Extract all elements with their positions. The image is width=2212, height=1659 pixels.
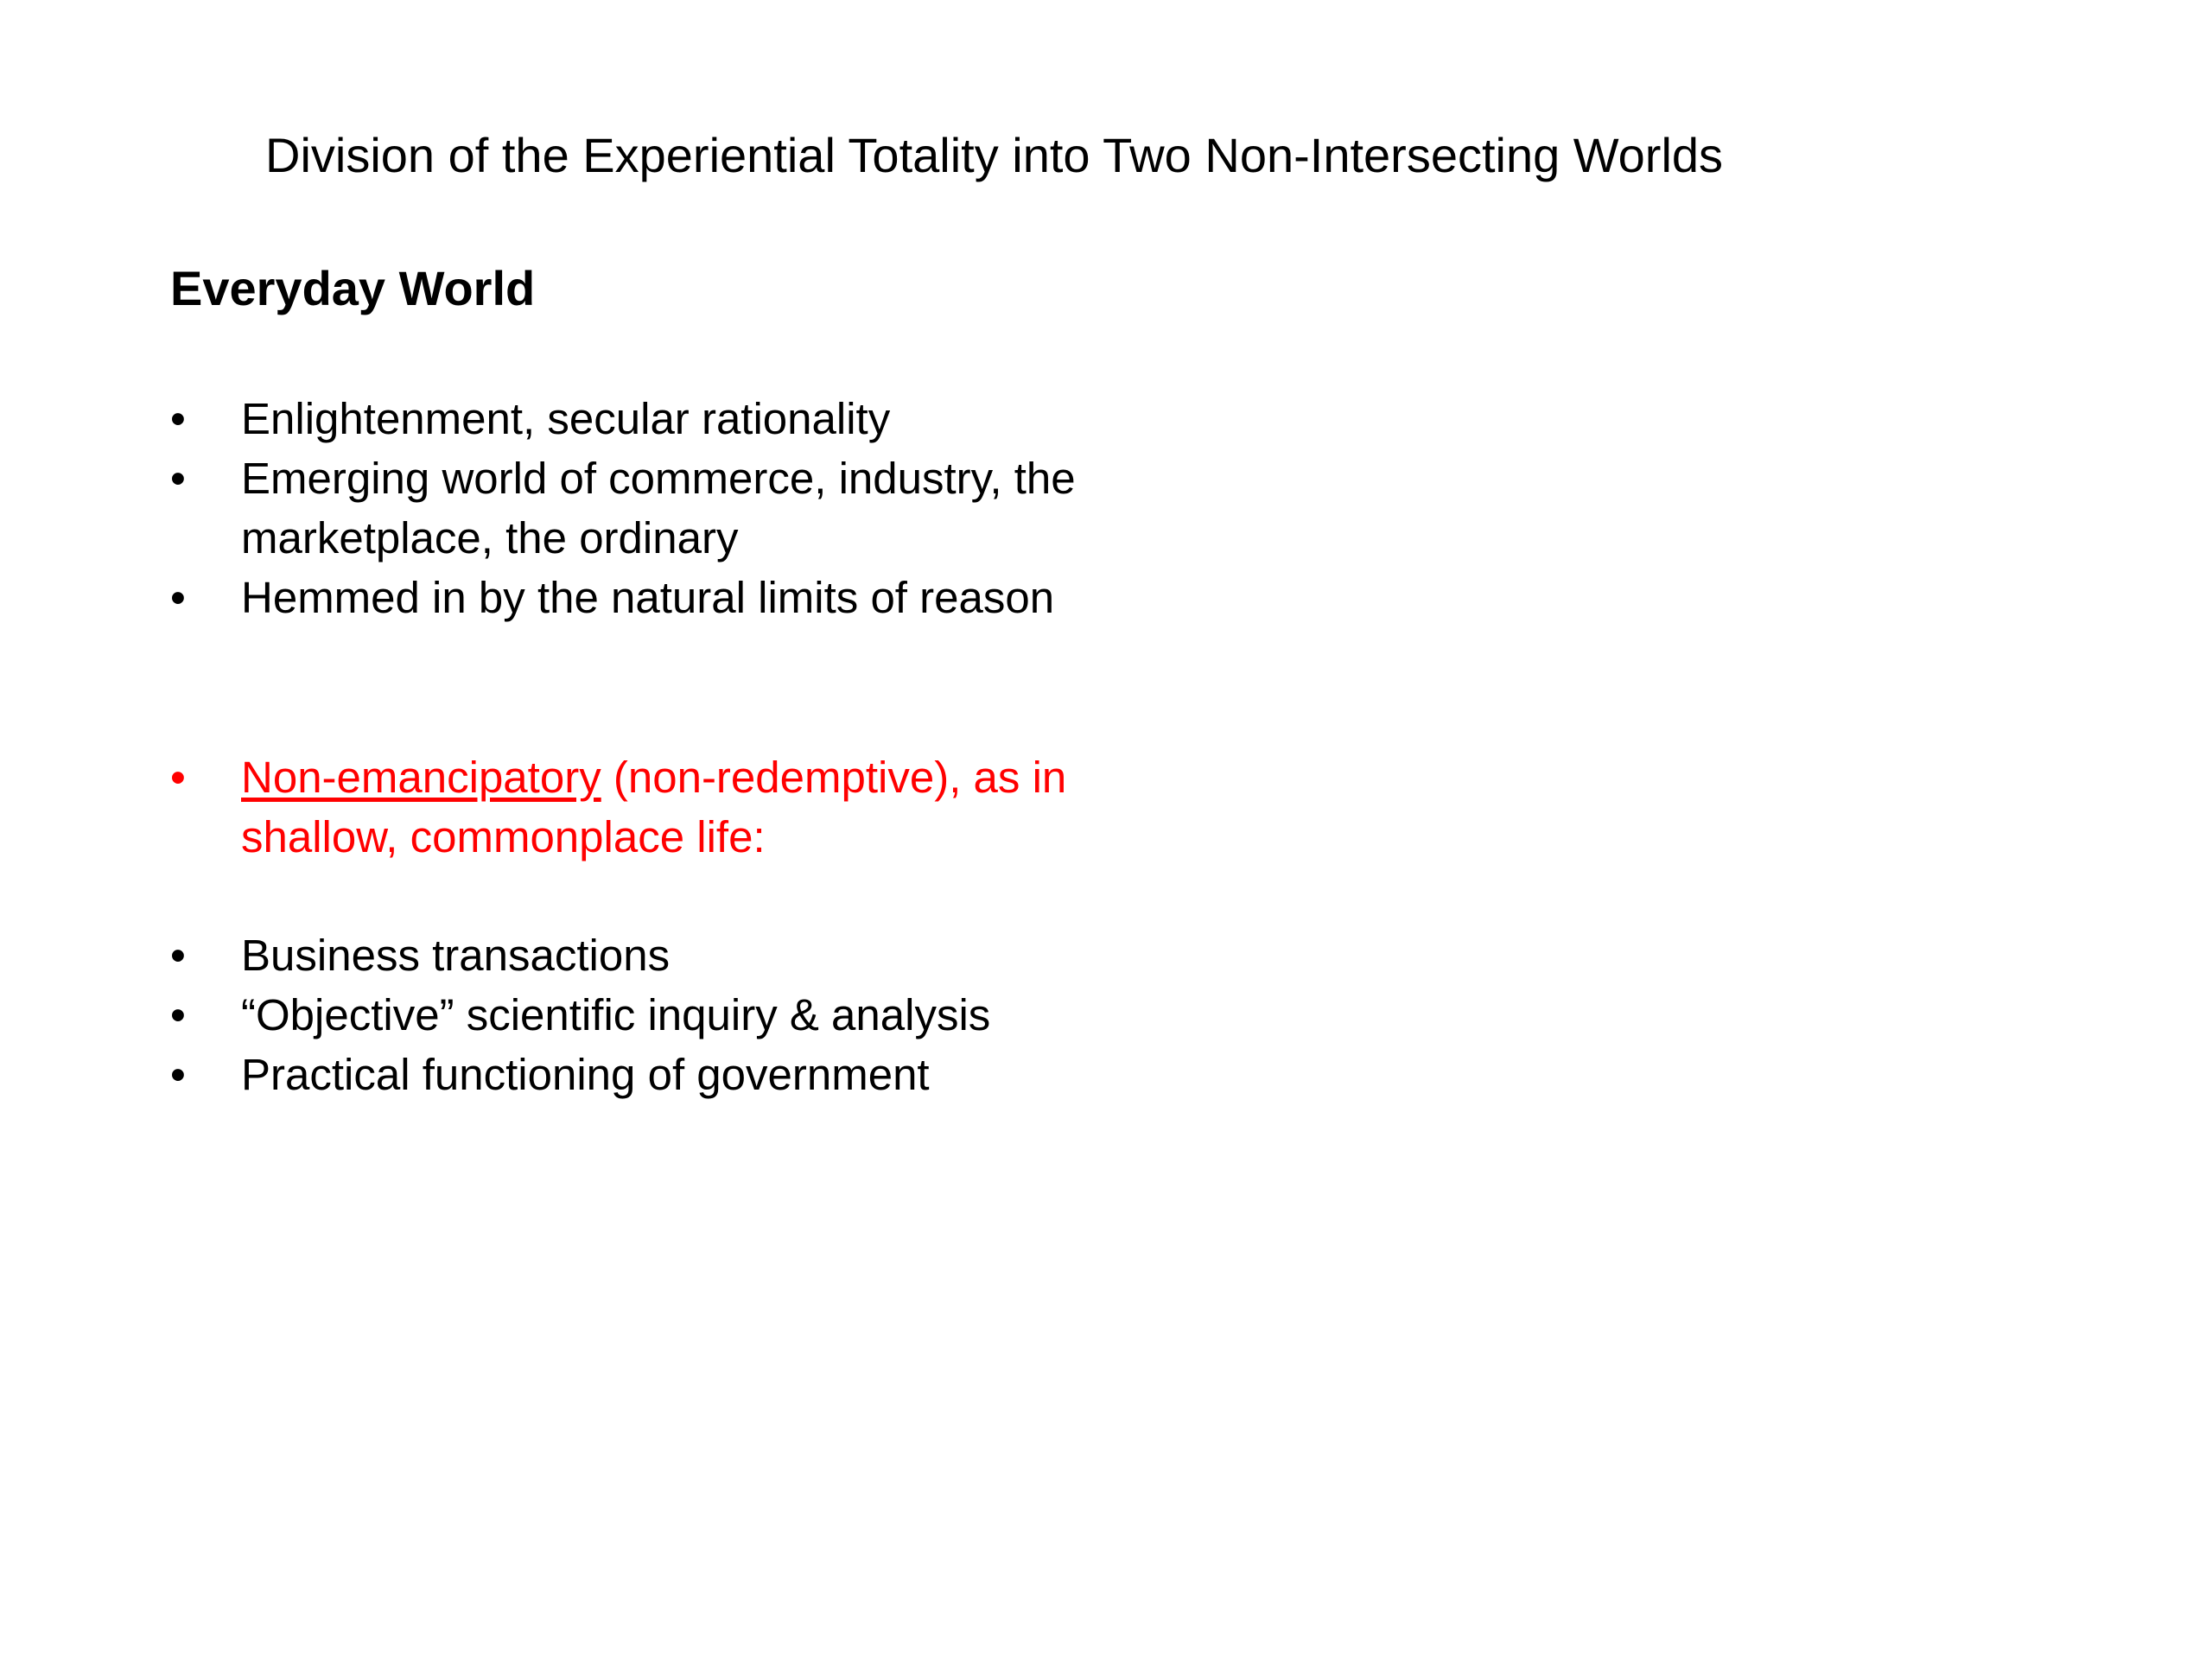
- list-item-highlight: [170, 747, 1086, 867]
- list-item: [170, 448, 1086, 568]
- highlight-text: (non-redemptive), as in shallow, commonplace life:: [241, 753, 1067, 861]
- bullet-icon: •: [170, 931, 186, 980]
- list-item: [170, 925, 1086, 985]
- bullet-list-examples: [170, 925, 1086, 1104]
- list-item-text: Enlightenment, secular rationality: [241, 394, 891, 443]
- list-item-text: “Objective” scientific inquiry & analysis: [241, 990, 991, 1039]
- bullet-icon: •: [170, 990, 186, 1039]
- list-item: [170, 568, 1086, 627]
- list-item: [170, 1045, 1086, 1104]
- bullet-icon: •: [170, 1050, 186, 1099]
- list-item: [170, 389, 1086, 448]
- list-item: [170, 985, 1086, 1045]
- bullet-icon: •: [170, 394, 186, 443]
- list-item-text: Business transactions: [241, 931, 671, 980]
- bullet-icon: •: [170, 753, 186, 802]
- list-item-text: Emerging world of commerce, industry, the marketplace, the ordinary: [241, 454, 1076, 563]
- bullet-icon: •: [170, 454, 186, 503]
- slide-title: Division of the Experiential Totality into Two Non-Intersecting Worlds: [265, 128, 1724, 182]
- underlined-term: Non-emancipatory: [241, 753, 601, 802]
- list-item-text: Practical functioning of government: [241, 1050, 930, 1099]
- section-heading: Everyday World: [170, 261, 536, 315]
- bullet-list-characteristics: [170, 389, 1086, 627]
- list-item-text: Hemmed in by the natural limits of reason: [241, 573, 1055, 622]
- bullet-list-highlight: [170, 747, 1086, 867]
- bullet-icon: •: [170, 573, 186, 622]
